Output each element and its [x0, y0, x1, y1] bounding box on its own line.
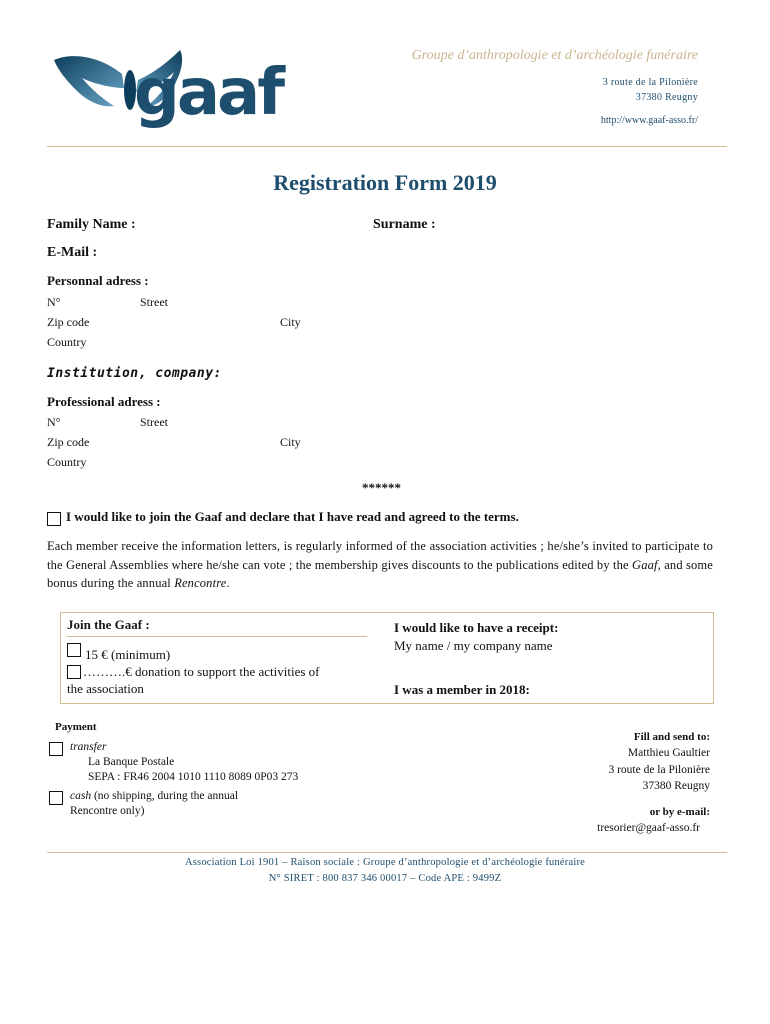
personal-number-label: N° — [47, 295, 61, 309]
institution-label: Institution, company: — [47, 366, 222, 381]
footer-legal-line: Association Loi 1901 – Raison sociale : Groupe d’anthropologie et d’archéologie funéraire — [184, 857, 586, 868]
fee-15-label: 15 € (minimum) — [85, 647, 171, 662]
section-separator: ****** — [362, 480, 401, 495]
organization-address-city: 37380 Reugny — [635, 92, 698, 103]
header-divider — [47, 146, 727, 147]
transfer-checkbox[interactable] — [49, 742, 63, 756]
footer-siret-line: N° SIRET : 800 837 346 00017 – Code APE : 9499Z — [268, 873, 502, 884]
join-declaration-checkbox[interactable] — [47, 512, 61, 526]
receipt-heading: I would like to have a receipt: — [394, 620, 559, 635]
donation-label: ……….€ donation to support the activities of — [83, 664, 320, 679]
join-heading-underline — [67, 636, 367, 637]
professional-zip-label: Zip code — [47, 435, 90, 449]
email-label: E-Mail : — [47, 245, 98, 260]
professional-street-label: Street — [140, 415, 168, 429]
organization-name: Groupe d’anthropologie et d’archéologie funéraire — [411, 48, 698, 63]
email-heading: or by e-mail: — [649, 806, 710, 818]
send-heading: Fill and send to: — [633, 731, 710, 743]
fee-15-checkbox[interactable] — [67, 643, 81, 657]
join-declaration-label: I would like to join the Gaaf and declare that I have read and agreed to the terms. — [66, 509, 519, 524]
personal-city-label: City — [280, 315, 301, 329]
family-name-label: Family Name : — [47, 217, 136, 232]
cash-note: Rencontre only) — [70, 805, 145, 817]
personal-country-label: Country — [47, 335, 87, 349]
professional-address-heading: Professional adress : — [47, 394, 161, 409]
personal-zip-label: Zip code — [47, 315, 90, 329]
cash-checkbox[interactable] — [49, 791, 63, 805]
personal-street-label: Street — [140, 295, 168, 309]
join-heading: Join the Gaaf : — [67, 617, 150, 632]
professional-number-label: N° — [47, 415, 61, 429]
membership-options-box — [60, 612, 714, 704]
gaaf-logo — [52, 44, 297, 142]
professional-country-label: Country — [47, 455, 87, 469]
surname-label: Surname : — [373, 217, 436, 232]
membership-description: Each member receive the information letters, is regularly informed of the association activities ; he/she’s invited to participate to the General Assemblies where he/she can vote ; the membership gives discounts to the publications edited by the Gaaf, and some bonus during the annual Rencontre. — [47, 539, 714, 590]
form-title: Registration Form 2019 — [273, 170, 497, 195]
send-address-city: 37380 Reugny — [642, 780, 710, 792]
footer-divider — [47, 852, 727, 853]
bank-name: La Banque Postale — [88, 756, 175, 768]
payment-heading: Payment — [55, 721, 97, 733]
organization-website-link[interactable]: http://www.gaaf-asso.fr/ — [600, 115, 698, 126]
donation-label-continued: the association — [67, 681, 144, 696]
personal-address-heading: Personnal adress : — [47, 273, 149, 288]
organization-address-street: 3 route de la Pilonière — [602, 77, 698, 88]
treasurer-email[interactable]: tresorier@gaaf-asso.fr — [597, 822, 700, 834]
send-address-street: 3 route de la Pilonière — [608, 764, 710, 776]
transfer-label: transfer — [70, 741, 107, 753]
member-2018-label: I was a member in 2018: — [394, 682, 530, 697]
sepa-iban: SEPA : FR46 2004 1010 1110 8089 0P03 273 — [88, 771, 299, 783]
logo-wordmark: gaaf — [134, 56, 283, 130]
send-name: Matthieu Gaultier — [627, 747, 710, 759]
receipt-option: My name / my company name — [394, 638, 553, 653]
professional-city-label: City — [280, 435, 301, 449]
cash-label: cash (no shipping, during the annual — [70, 790, 239, 802]
donation-checkbox[interactable] — [67, 665, 81, 679]
